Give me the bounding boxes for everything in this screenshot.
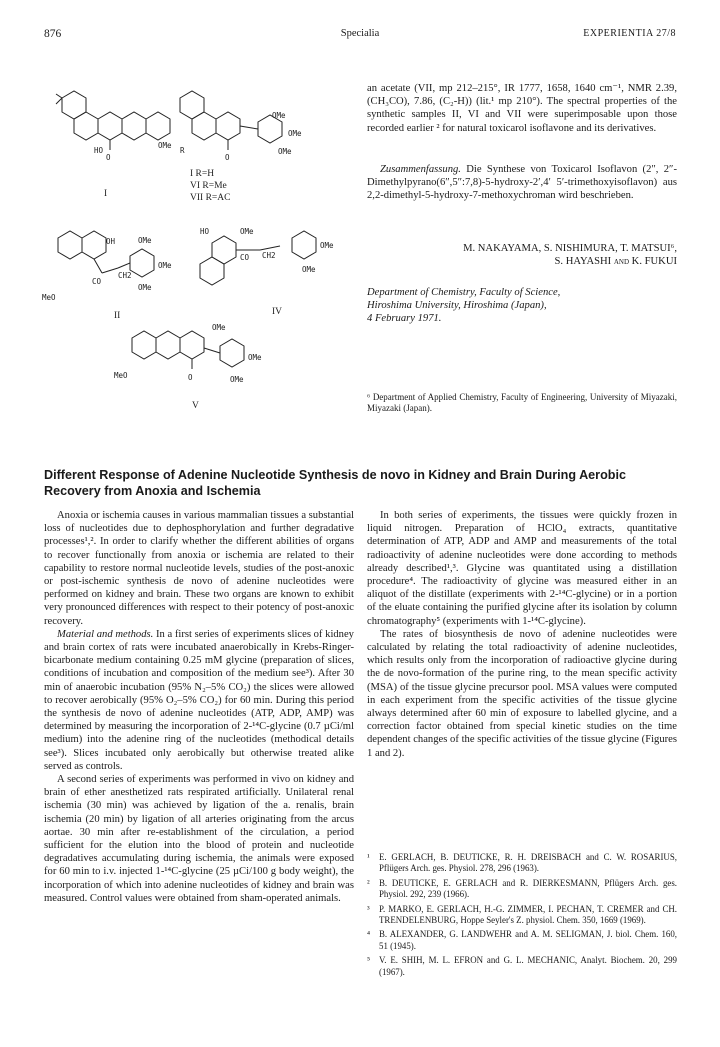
substituent-label: VI R=Me <box>190 181 227 191</box>
label-ho: HO <box>200 227 210 236</box>
label-r: R <box>180 146 185 155</box>
label-ch2: CH2 <box>262 251 276 260</box>
label-ome: OMe <box>158 261 172 270</box>
label-co: CO <box>92 277 102 286</box>
structure-i-vi-vii <box>180 91 282 150</box>
paragraph: Anoxia or ischemia causes in various mammalian tissues a substantial loss of nucleotides due to dephosphorylation and further degradative processes¹,². In order to clarify whether the different abilities of organs to recover functionally from anoxia or ischemia are related to their capability to restore normal nucleotide levels, studies of the post-anoxic or post-ischemic synthesis de novo of adenine nucleotides were performed on kidney and brain. These two organs are known to exhibit very pronounced differences with respect to their potency of post-anoxic recovery. <box>44 510 354 627</box>
footnote-text: ⁶ Department of Applied Chemistry, Faculty of Engineering, University of Miyazaki, Miyazaki (Japan). <box>367 392 677 414</box>
paragraph: In a first series of experiments slices of kidney and brain cortex of rats were incubated anaerobically in Krebs-Ringer-bicarbonate medium containing 0.25 mM glycine (preparation of slices, conditions of incubation and composition of the medium see³). After 30 min of anaerobic incubation (95% N₂–5% CO₂) the slices were allowed to recover aerobically (95% O₂–5% CO₂) for 60 min. During this period the synthesis de novo of adenine nucleotides (ATP, ADP, AMP) was determined by measuring the incorporation of 2-¹⁴C-glycine (0.7 µCi/ml medium) into the adenine ring of the nucleotides (methodical details see³). Slices incubated only aerobically but otherwise treated alike served as controls. <box>44 628 354 772</box>
label-o: O <box>188 373 193 382</box>
label-ome: OMe <box>158 141 172 150</box>
page-number: 876 <box>44 28 62 40</box>
paragraph: an acetate (VII, mp 212–215°, IR 1777, 1658, 1640 cm⁻¹, NMR 2.39, (CH₃CO), 7.86, (C₂-H)) (lit.¹ mp 210°). The spectral properties of the synthetic samples II, VI and VII were superimposable upon those recorded earlier ² for natural toxicarol isoflavone and its derivatives. <box>367 83 677 134</box>
label-ome: OMe <box>248 353 262 362</box>
reference-item: ⁵ V. E. SHIH, M. L. EFRON and G. L. MECHANIC, Analyt. Biochem. 20, 299 (1967). <box>367 955 677 977</box>
label-ome: OMe <box>212 323 226 332</box>
previous-article-end <box>367 82 677 135</box>
left-column <box>44 509 354 905</box>
footnote <box>367 392 677 415</box>
zusammenfassung <box>367 163 677 203</box>
structure-label-v: V <box>192 401 199 411</box>
label-o: O <box>106 153 111 162</box>
structure-v <box>132 331 244 369</box>
label-meo: MeO <box>42 293 56 302</box>
label-o: O <box>225 153 230 162</box>
label-ome: OMe <box>230 375 244 384</box>
affiliation-line: Hiroshima University, Hiroshima (Japan), <box>367 300 547 312</box>
journal-name: EXPERIENTIA 27/8 <box>583 28 676 39</box>
affiliation-line: Department of Chemistry, Faculty of Science, <box>367 287 561 298</box>
affiliation <box>367 286 677 326</box>
authors-line: S. HAYASHI and K. FUKUI <box>554 256 677 268</box>
authors <box>367 242 677 268</box>
substituent-label: I R=H <box>190 169 215 179</box>
zusammenfassung-label: Zusammenfassung. <box>380 164 461 175</box>
zusammenfassung-text: Die Synthese von Toxicarol Isoflavon (2″, 2″-Dimethylpyrano(6″,5″:7,8)-5-hydroxy-2′,4′ 5′-trimethoxyisoflavon) aus 2,2-dimethyl-5-hydroxy-7-methoxychroman wird beschrieben. <box>367 164 677 202</box>
label-meo: MeO <box>114 371 128 380</box>
structure-i <box>56 91 170 150</box>
label-ho: HO <box>94 146 104 155</box>
section-label: Material and methods. <box>57 628 154 640</box>
structure-label-iv: IV <box>272 307 283 317</box>
paragraph: In both series of experiments, the tissues were quickly frozen in liquid nitrogen. Preparation of HClO₄ extracts, quantitative determination of ATP, ADP and AMP and measurements of the total radioactivity of adenine nucleotides were done according to methods already described¹,³. Glycine was quantitated using a distillation procedure⁴. The radioactivity of glycine was measured either in an aliquot of the distillate (experiments with 2-¹⁴C-glycine) or in a portion of the eluate containing the purified glycine after its isolation by column chromatography⁵ (experiments with 1-¹⁴C-glycine). <box>367 510 677 627</box>
label-ome: OMe <box>288 129 302 138</box>
references <box>367 852 677 981</box>
section-name: Specialia <box>340 28 380 39</box>
affiliation-line: 4 February 1971. <box>367 313 442 325</box>
label-oh: OH <box>106 237 116 246</box>
label-ome: OMe <box>272 111 286 120</box>
substituent-label: VII R=AC <box>190 193 231 203</box>
label-ch2: CH2 <box>118 271 132 280</box>
reference-item: ⁴ B. ALEXANDER, G. LANDWEHR and A. M. SELIGMAN, J. biol. Chem. 160, 51 (1945). <box>367 929 677 951</box>
structure-label-ii: II <box>114 311 121 321</box>
label-ome: OMe <box>138 283 152 292</box>
chemical-structures-figure <box>40 78 360 418</box>
label-ome: OMe <box>302 265 316 274</box>
reference-item: ¹ E. GERLACH, B. DEUTICKE, R. H. DREISBACH and C. W. ROSARIUS, Pflügers Arch. ges. Physiol. 278, 296 (1963). <box>367 852 677 874</box>
label-ome: OMe <box>320 241 334 250</box>
label-ome: OMe <box>138 236 152 245</box>
label-ome: OMe <box>240 227 254 236</box>
structure-label-i: I <box>104 189 108 199</box>
right-column <box>367 509 677 760</box>
paragraph: A second series of experiments was performed in vivo on kidney and brain of ether anesthetized rats respirated artificially. Unilateral renal ischemia (30 min) was achieved by ligation of the a. renalis, brain ischemia (20 min) by ligation of all arteries originating from the arcus aortae. 30 min after re-establishment of the circulation, a period sufficient for the elution into the blood of protein and nucleotide degradatives accumulating during ischemia, the animals were exposed for 60 min to i.v. injected 1-¹⁴C-glycine (25 µCi/100 g body weight), the incorporation of which into adenine nucleotides of kidney and brain was measured. Control values were obtained from sham-operated animals. <box>44 774 354 904</box>
label-ome: OMe <box>278 147 292 156</box>
structure-iv <box>200 231 316 285</box>
reference-item: ² B. DEUTICKE, E. GERLACH and R. DIERKESMANN, Pflügers Arch. ges. Physiol. 292, 239 (1966). <box>367 877 677 900</box>
reference-item: ³ P. MARKO, E. GERLACH, H.-G. ZIMMER, I. PECHAN, T. CREMER and CH. TRENDELENBURG, Hoppe Seyler's Z. physiol. Chem. 350, 1669 (1969). <box>367 903 677 926</box>
paragraph: The rates of biosynthesis de novo of adenine nucleotides were calculated by relating the total radioactivity of adenine nucleotides, which results only from the incorporation of radioactive glycine during the de novo-formation of the purine ring, to the mean specific activity (MSA) of the tissue glycine precursor pool. MSA values were computed in each experiment from the specific activities of the tissue glycine always determined after 60 min of exposure to labelled glycine, and a correction factor obtained from special kinetic studies on the time dependent changes of the specific activities of the tissue glycine (Figures 1 and 2). <box>367 628 677 759</box>
article-title: Different Response of Adenine Nucleotide Synthesis de novo in Kidney and Brain During Aerobic Recovery from Anoxia and Ischemia <box>44 468 626 498</box>
label-co: CO <box>240 253 250 262</box>
authors-line: M. NAKAYAMA, S. NISHIMURA, T. MATSUI⁶, <box>463 243 677 254</box>
